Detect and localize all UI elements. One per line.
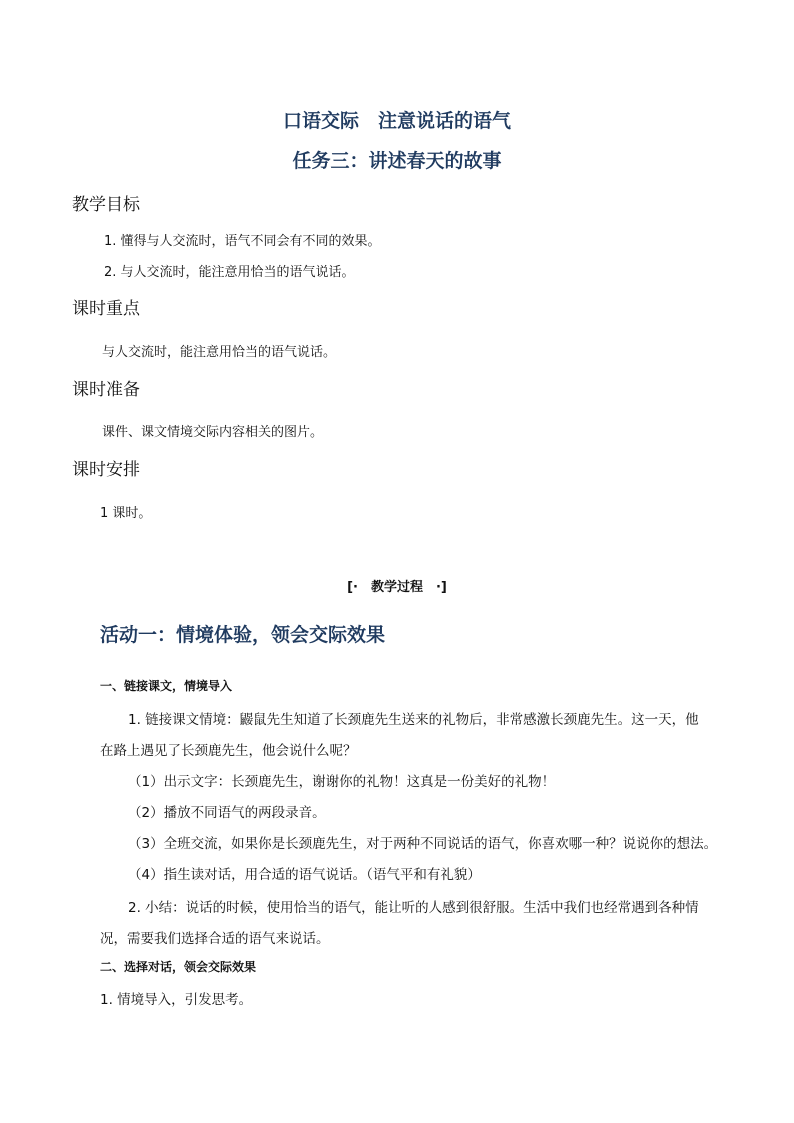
- section-heading-key: 课时重点: [72, 299, 140, 319]
- schedule-text: 1 课时。: [100, 506, 152, 521]
- process-heading: [· 教学过程 ·]: [347, 580, 447, 595]
- paragraph-1-line-2: 在路上遇见了长颈鹿先生，他会说什么呢？: [100, 743, 357, 759]
- paragraph-3: 1. 情境导入，引发思考。: [100, 992, 253, 1008]
- activity-1-title: 活动一：情境体验，领会交际效果: [100, 624, 386, 646]
- subsection-heading-2: 二、选择对话，领会交际效果: [100, 960, 257, 974]
- paragraph-2-line-1: 2. 小结：说话的时候，使用恰当的语气，能让听的人感到很舒服。生活中我们也经常遇到各种情: [128, 900, 699, 916]
- goal-item-2: 2. 与人交流时，能注意用恰当的语气说话。: [104, 265, 355, 280]
- goal-item-1: 1. 懂得与人交流时，语气不同会有不同的效果。: [104, 234, 381, 249]
- section-heading-schedule: 课时安排: [72, 460, 140, 480]
- step-2: （2）播放不同语气的两段录音。: [128, 805, 326, 821]
- document-title: 口语交际 注意说话的语气: [282, 110, 511, 132]
- section-heading-prep: 课时准备: [72, 380, 140, 400]
- section-heading-goals: 教学目标: [72, 195, 140, 215]
- step-4: （4）指生读对话，用合适的语气说话。（语气平和有礼貌）: [128, 867, 481, 883]
- paragraph-1-line-1: 1. 链接课文情境：鼹鼠先生知道了长颈鹿先生送来的礼物后，非常感激长颈鹿先生。这一天，他: [128, 712, 699, 728]
- step-3: （3）全班交流，如果你是长颈鹿先生，对于两种不同说话的语气，你喜欢哪一种？说说你的想法。: [128, 836, 718, 852]
- prep-text: 课件、课文情境交际内容相关的图片。: [102, 425, 324, 440]
- key-point-text: 与人交流时，能注意用恰当的语气说话。: [102, 345, 337, 360]
- subsection-heading-1: 一、链接课文，情境导入: [100, 679, 233, 693]
- document-subtitle: 任务三：讲述春天的故事: [292, 150, 502, 172]
- step-1: （1）出示文字：长颈鹿先生，谢谢你的礼物！这真是一份美好的礼物！: [128, 774, 556, 790]
- paragraph-2-line-2: 况，需要我们选择合适的语气来说话。: [100, 931, 330, 947]
